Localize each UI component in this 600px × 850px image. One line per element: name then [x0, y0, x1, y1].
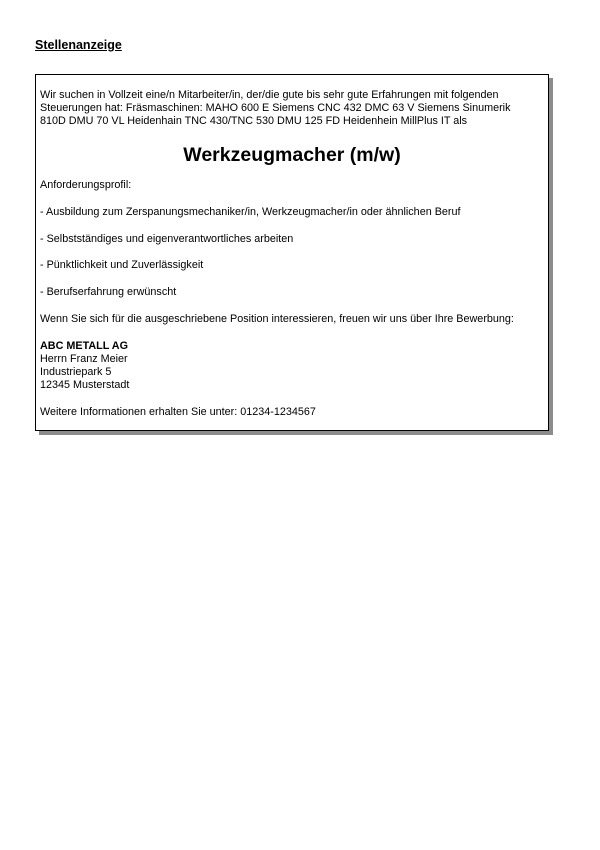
company-address: [40, 340, 544, 393]
more-info-text: Weitere Informationen erhalten Sie unter: 01234-1234567: [40, 405, 316, 418]
contact-person: Herrn Franz Meier: [40, 353, 128, 366]
intro-line-2: Steuerungen hat: Fräsmaschinen: MAHO 600 E Siemens CNC 432 DMC 63 V Siemens Sinumerik: [40, 102, 511, 115]
closing-text: Wenn Sie sich für die ausgeschriebene Position interessieren, freuen wir uns über Ihre Bewerbung:: [40, 312, 514, 325]
job-title: Werkzeugmacher (m/w): [183, 143, 401, 166]
requirements-heading: Anforderungsprofil:: [40, 178, 132, 191]
requirement-item: - Ausbildung zum Zerspanungsmechaniker/in, Werkzeugmacher/in oder ähnlichen Beruf: [40, 205, 461, 218]
intro-line-1: Wir suchen in Vollzeit eine/n Mitarbeiter/in, der/die gute bis sehr gute Erfahrungen mit folgenden: [40, 89, 499, 101]
intro-text: [40, 89, 544, 129]
intro-line-3: 810D DMU 70 VL Heidenhain TNC 430/TNC 530 DMU 125 FD Heidenhein MillPlus IT als: [40, 115, 468, 128]
requirement-item: - Berufserfahrung erwünscht: [40, 285, 177, 298]
city-address: 12345 Musterstadt: [40, 379, 130, 392]
requirement-item: - Selbstständiges und eigenverantwortliches arbeiten: [40, 232, 294, 245]
page-title: Stellenanzeige: [35, 38, 122, 52]
job-ad-box: [35, 74, 549, 431]
requirement-item: - Pünktlichkeit und Zuverlässigkeit: [40, 259, 204, 272]
street-address: Industriepark 5: [40, 366, 112, 379]
requirements-list: [40, 206, 544, 299]
company-name: ABC METALL AG: [40, 339, 128, 352]
